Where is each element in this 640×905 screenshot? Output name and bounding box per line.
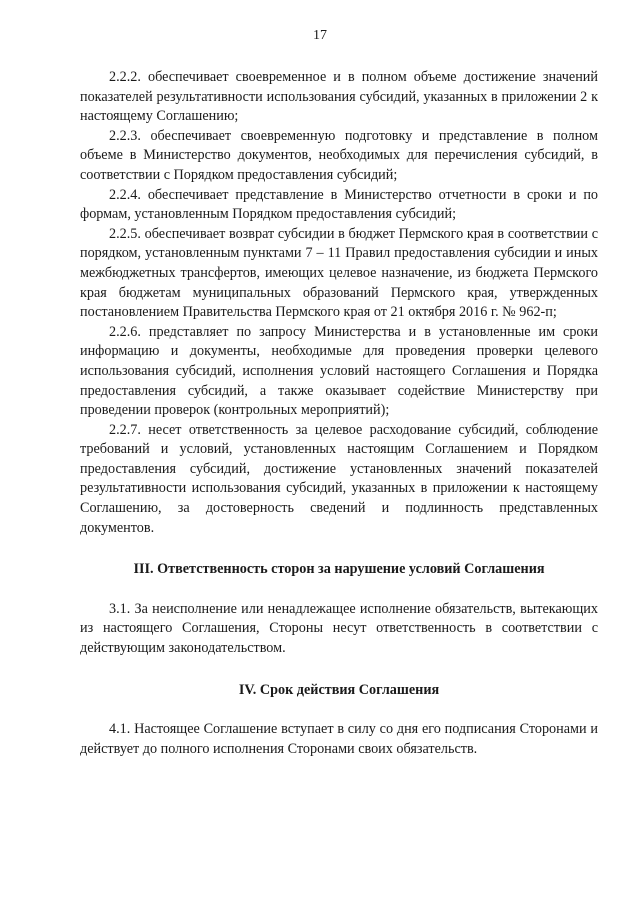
clause-2-2-7: 2.2.7. несет ответственность за целевое расходование субсидий, соблюдение требований и условий, установленных настоящим Соглашением и Порядком предоставления субсидий, достижение установленных значений показателей результативности использования субсидий, указанных в приложении к настоящему Соглашению, за достоверность сведений и подлинность представленных документов. — [80, 421, 598, 536]
clause-3-1: 3.1. За неисполнение или ненадлежащее исполнение обязательств, вытекающих из настоящего Соглашения, Стороны несут ответственность в соответствии с действующим законодательством. — [80, 600, 598, 657]
clause-2-2-2: 2.2.2. обеспечивает своевременное и в полном объеме достижение значений показателей результативности использования субсидий, указанных в приложении 2 к настоящему Соглашению; — [80, 69, 598, 125]
clause-2-2-6: 2.2.6. представляет по запросу Министерства и в установленные им сроки информацию и документы, необходимые для проведения проверки целевого использования субсидий, исполнения условий настоящего Соглашения и Порядка предоставления субсидий, а также оказывает содействие Министерству при проведении проверок (контрольных мероприятий); — [80, 323, 598, 419]
section-3-heading: III. Ответственность сторон за нарушение условий Соглашения — [133, 561, 545, 578]
document-body — [80, 68, 598, 759]
page-number: 17 — [313, 28, 327, 43]
clause-2-2-4: 2.2.4. обеспечивает представление в Министерство отчетности в сроки и по формам, установленным Порядком предоставления субсидий; — [80, 186, 598, 223]
clause-4-1: 4.1. Настоящее Соглашение вступает в силу со дня его подписания Сторонами и действует до полного исполнения Сторонами своих обязательств. — [80, 721, 598, 757]
clause-2-2-3: 2.2.3. обеспечивает своевременную подготовку и представление в полном объеме в Министерство документов, необходимых для перечисления субсидий, в соответствии с Порядком предоставления субсидий; — [80, 127, 598, 183]
section-4-heading: IV. Срок действия Соглашения — [238, 681, 440, 698]
clause-2-2-5: 2.2.5. обеспечивает возврат субсидии в бюджет Пермского края в соответствии с порядком, установленным пунктами 7 – 11 Правил предоставления субсидии и иных межбюджетных трансфертов, имеющих целевое назначение, из бюджета Пермского края бюджетам муниципальных образований Пермского края, утвержденных постановлением Правительства Пермского края от 21 октября 2016 г. № 962-п; — [80, 225, 598, 321]
